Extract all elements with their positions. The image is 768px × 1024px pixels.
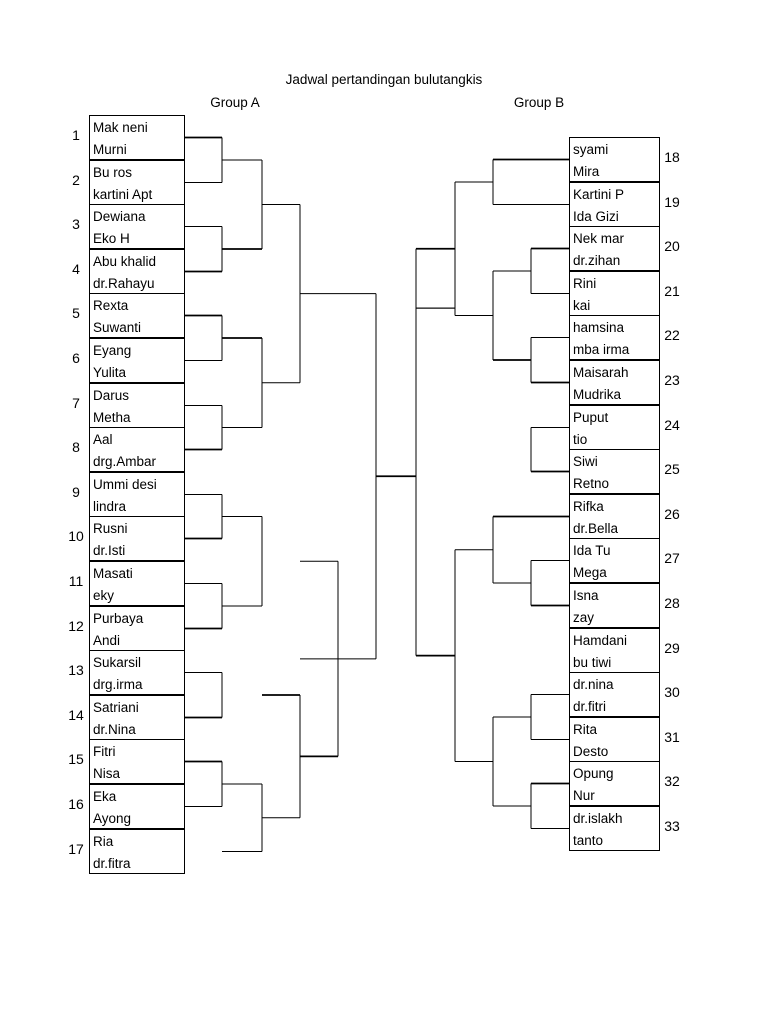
player-name: Darus [93, 388, 130, 403]
player-name: dr.Bella [573, 521, 619, 536]
team-number: 5 [72, 305, 80, 321]
player-name: Satriani [93, 700, 139, 715]
player-name: Ria [93, 834, 114, 849]
team-box-a-11 [89, 561, 185, 606]
team-box-b-5 [569, 315, 660, 360]
team-box-a-15 [89, 739, 185, 784]
team-number: 6 [72, 350, 80, 366]
team-box-b-2 [569, 182, 660, 227]
player-name: Sukarsil [93, 655, 142, 670]
team-number: 26 [664, 506, 680, 522]
player-name: Nek mar [573, 231, 625, 246]
team-box-a-9 [89, 472, 185, 517]
team-number: 8 [72, 439, 80, 455]
player-name: Siwi [573, 454, 598, 469]
player-name: dr.fitri [573, 699, 607, 714]
team-number: 13 [68, 662, 84, 678]
team-box-a-17 [89, 829, 185, 874]
team-box-b-11 [569, 583, 660, 628]
team-number: 24 [664, 417, 680, 433]
player-name: Desto [573, 744, 609, 759]
team-number: 9 [72, 484, 80, 500]
team-box-a-5 [89, 293, 185, 338]
player-name: Nur [573, 788, 595, 803]
team-box-a-2 [89, 160, 185, 205]
team-box-a-4 [89, 249, 185, 294]
team-number: 33 [664, 818, 680, 834]
team-box-b-16 [569, 806, 660, 851]
team-box-b-4 [569, 271, 660, 316]
player-name: dr.islakh [573, 811, 623, 826]
team-number: 12 [68, 618, 84, 634]
player-name: zay [573, 610, 595, 625]
team-box-b-6 [569, 360, 660, 405]
player-name: bu tiwi [573, 655, 612, 670]
player-name: Metha [93, 410, 131, 425]
team-number: 31 [664, 729, 680, 745]
team-number: 14 [68, 707, 84, 723]
team-number: 11 [68, 573, 84, 589]
player-name: Isna [573, 588, 599, 603]
team-number: 30 [664, 684, 680, 700]
team-number: 32 [664, 773, 680, 789]
player-name: dr.Nina [93, 722, 136, 737]
team-number: 18 [664, 149, 680, 165]
team-number: 17 [68, 841, 84, 857]
team-box-a-1 [89, 115, 185, 160]
team-number: 20 [664, 238, 680, 254]
player-name: Retno [573, 476, 610, 491]
player-name: Rita [573, 722, 598, 737]
player-name: Ida Tu [573, 543, 611, 558]
player-name: Rusni [93, 521, 128, 536]
team-number: 1 [72, 127, 80, 143]
team-number: 21 [664, 283, 680, 299]
team-box-b-12 [569, 628, 660, 673]
team-number: 15 [68, 751, 84, 767]
player-name: Eko H [93, 231, 130, 246]
player-name: Maisarah [573, 365, 629, 380]
player-name: Rifka [573, 499, 604, 514]
player-name: eky [93, 588, 115, 603]
team-box-b-9 [569, 494, 660, 539]
page-title: Jadwal pertandingan bulutangkis [285, 72, 483, 87]
player-name: Abu khalid [93, 254, 157, 269]
player-name: hamsina [573, 320, 625, 335]
team-number: 4 [72, 261, 80, 277]
team-number: 16 [68, 796, 84, 812]
team-number: 25 [664, 461, 680, 477]
player-name: Eka [93, 789, 117, 804]
team-box-a-8 [89, 427, 185, 472]
player-name: dr.nina [573, 677, 614, 692]
player-name: Murni [93, 142, 127, 157]
team-box-a-16 [89, 784, 185, 829]
player-name: Mira [573, 164, 600, 179]
player-name: Rini [573, 276, 597, 291]
team-box-a-7 [89, 383, 185, 428]
player-name: dr.Rahayu [93, 276, 155, 291]
player-name: Suwanti [93, 320, 142, 335]
team-number: 22 [664, 327, 680, 343]
player-name: Hamdani [573, 633, 628, 648]
team-box-b-7 [569, 405, 660, 450]
player-name: Mudrika [573, 387, 622, 402]
team-box-b-10 [569, 538, 660, 583]
team-number: 19 [664, 194, 680, 210]
player-name: kai [573, 298, 591, 313]
team-number: 10 [68, 528, 84, 544]
group-a-label: Group A [210, 95, 260, 110]
player-name: Kartini P [573, 187, 625, 202]
team-box-a-10 [89, 516, 185, 561]
player-name: Eyang [93, 343, 132, 358]
player-name: Bu ros [93, 165, 133, 180]
player-name: dr.Isti [93, 543, 126, 558]
player-name: dr.fitra [93, 856, 131, 871]
team-box-a-3 [89, 204, 185, 249]
player-name: Andi [93, 633, 121, 648]
team-number: 23 [664, 372, 680, 388]
player-name: Nisa [93, 766, 121, 781]
player-name: drg.irma [93, 677, 143, 692]
player-name: Ayong [93, 811, 132, 826]
player-name: Rexta [93, 298, 129, 313]
group-b-label: Group B [513, 95, 565, 110]
team-box-a-12 [89, 606, 185, 651]
player-name: dr.zihan [573, 253, 621, 268]
player-name: Puput [573, 410, 609, 425]
team-box-b-14 [569, 717, 660, 762]
player-name: mba irma [573, 342, 630, 357]
team-box-b-1 [569, 137, 660, 182]
team-box-b-8 [569, 449, 660, 494]
player-name: Opung [573, 766, 614, 781]
team-box-b-3 [569, 226, 660, 271]
player-name: lindra [93, 499, 127, 514]
team-box-a-6 [89, 338, 185, 383]
player-name: Yulita [93, 365, 127, 380]
team-box-a-14 [89, 695, 185, 740]
player-name: tio [573, 432, 588, 447]
player-name: tanto [573, 833, 604, 848]
player-name: Ida Gizi [573, 209, 619, 224]
player-name: Masati [93, 566, 133, 581]
player-name: Aal [93, 432, 113, 447]
player-name: Purbaya [93, 611, 144, 626]
team-number: 3 [72, 216, 80, 232]
player-name: syami [573, 142, 609, 157]
player-name: drg.Ambar [93, 454, 157, 469]
player-name: Fitri [93, 744, 116, 759]
player-name: Ummi desi [93, 477, 157, 492]
team-number: 7 [72, 395, 80, 411]
team-number: 29 [664, 640, 680, 656]
team-number: 2 [72, 172, 80, 188]
player-name: Mak neni [93, 120, 148, 135]
team-number: 28 [664, 595, 680, 611]
player-name: Dewiana [93, 209, 146, 224]
team-box-b-15 [569, 761, 660, 806]
team-box-b-13 [569, 672, 660, 717]
team-number: 27 [664, 550, 680, 566]
player-name: kartini Apt [93, 187, 153, 202]
team-box-a-13 [89, 650, 185, 695]
player-name: Mega [573, 565, 607, 580]
